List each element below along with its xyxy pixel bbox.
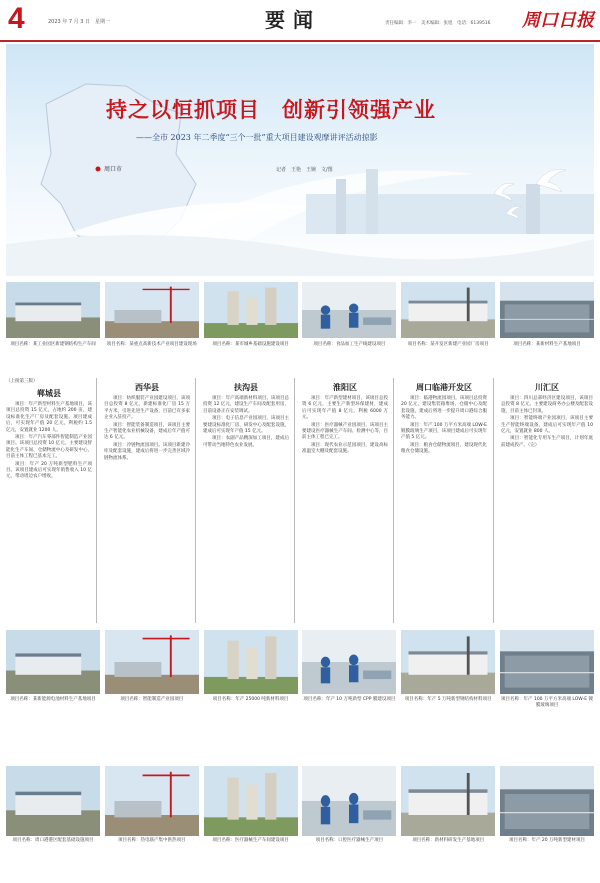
location-marker-icon (96, 167, 101, 172)
project-photo (204, 766, 298, 836)
page-number: 4 (8, 2, 25, 35)
photo-caption: 项目名称：周口港港区配套基础设施项目 (12, 838, 94, 843)
project-photo (401, 282, 495, 338)
article-paragraph: 项目：年产汽车零部件智能制造产业园项目。该项目总投资 10 亿元，主要建设智能化生产车间、仓储物流中心及研发中心，目前主体工程已基本完工。 (6, 435, 92, 460)
district-heading: 郸城县 (37, 388, 61, 398)
hero-subheadline: ——全市 2023 年二季度“三个一批”重大项目建设观摩讲评活动掠影 (136, 133, 378, 142)
photo-caption: 项目名称：新材料研发生产基地项目 (412, 838, 485, 843)
photo-caption: 项目名称：医疗器械生产车间建设项目 (212, 838, 289, 843)
article-paragraph: 项目：年产新型材料生产基地项目，该项目总投资 15 亿元，占地约 200 亩，建设标准化生产厂房及配套设施。项目建成后，可实现年产值 20 亿元，利税约 1.5 亿元，安置就业 1200 人。 (6, 402, 92, 433)
project-photo (302, 766, 396, 836)
byline: 记者 王艳 王婉 文/图 (276, 167, 333, 173)
article-paragraph: 项目：智能化专用车生产项目，计划年底前建成投产。（完） (501, 436, 593, 448)
hero-headline: 持之以恒抓项目 创新引领强产业 (106, 97, 436, 122)
editor-credits: 责任编辑：李一 美术编辑：张旭 电话：6139516 (385, 21, 491, 26)
article-paragraph: 项目：智能装备制造项目，该项目主要生产智能化农业机械设备，建成后年产值可达 6 亿元。 (104, 422, 190, 441)
article-column-5 (401, 378, 487, 623)
article-paragraph: 项目：电子信息产业园项目，该项目主要建设标准化厂房、研发中心及配套设施，建成后可实现年产值 15 亿元。 (203, 416, 289, 435)
article-paragraph: 项目：年产 100 万平方米高端 LOW-E 镀膜玻璃生产项目，该项目建成后可实现年产值 5 亿元。 (401, 422, 487, 441)
project-photo (401, 630, 495, 694)
district-heading: 淮阳区 (333, 382, 357, 392)
project-photo (6, 630, 100, 694)
article-paragraph: 项目：农副产品精深加工项目，建成后可带动当地特色农业发展。 (203, 436, 289, 448)
project-photo (6, 766, 100, 836)
article-column-3 (203, 378, 289, 623)
project-photo (105, 766, 199, 836)
project-photo (302, 630, 396, 694)
article-column-6 (501, 378, 593, 623)
continued-note: （上接第三版） (6, 379, 38, 384)
hero-illustration (6, 44, 594, 276)
article-column-1 (6, 378, 92, 623)
article-paragraph: 项目：临港物流园项目，该项目总投资 20 亿元，建设集装箱堆场、仓储中心及配套设施，建成后将进一步提升周口港综合服务能力。 (401, 396, 487, 421)
project-photo (302, 282, 396, 338)
project-photo (500, 282, 594, 338)
photo-caption: 项目名称：某新能源电池材料生产基地项目 (10, 697, 96, 702)
newspaper-logo: 周口日报 (522, 10, 594, 31)
article-paragraph: 项目：医疗器械产业园项目，该项目主要建设医疗器械生产车间、检测中心等，目前主体工程已完工。 (302, 422, 388, 441)
article-paragraph: 项目：冷链物流园项目。该项目新建冷库及配套设施，建成后将进一步完善区域冷链物流体系。 (104, 442, 190, 461)
photo-caption: 项目名称：热电联产集中供热项目 (118, 838, 186, 843)
photo-caption: 项目名称：年产 100 万平方米高端 LOW-E 镀膜玻璃项目 (501, 697, 593, 708)
project-photo (500, 630, 594, 694)
project-photo (500, 766, 594, 836)
map-city-label: 周口市 (104, 166, 123, 173)
project-photo (105, 282, 199, 338)
article-paragraph: 项目：智能终端产业园项目，该项目主要生产智能终端设备，建成后可实现年产值 10 亿元，安置就业 800 人。 (501, 416, 593, 435)
photo-caption: 项目名称：某工业园区新建钢结构生产车间 (10, 342, 96, 347)
project-photo (105, 630, 199, 694)
article-paragraph: 项目：年产 20 万吨新型肥料生产项目。该项目建成后可实现年销售收入 10 亿元，带动周边农户增收。 (6, 461, 92, 480)
district-heading: 周口临港开发区 (416, 382, 472, 392)
photo-caption: 项目名称：年产 20 万吨新型建材项目 (508, 838, 586, 843)
section-title: 要闻 (265, 8, 321, 32)
photo-caption: 项目名称：口腔医疗器械生产项目 (315, 838, 384, 843)
photo-caption: 项目名称：年产 5 万吨新型钢结构材料项目 (404, 697, 492, 702)
project-photo (401, 766, 495, 836)
photo-caption: 项目名称：食品加工生产线建设项目 (313, 342, 386, 347)
article-paragraph: 项目：年产新型建材项目，该项目总投资 6 亿元，主要生产新型环保建材，建成后可实现年产值 8 亿元，利税 6000 万元。 (302, 396, 388, 421)
article-paragraph: 项目：四川总部经济区建设项目，该项目总投资 8 亿元，主要建设商务办公楼及配套设施，目前主体已封顶。 (501, 396, 593, 414)
article-column-2 (104, 378, 190, 623)
article-paragraph: 项目：纺织服装产业园建设项目，该项目总投资 8 亿元，新建标准化厂房 15 万平方米，引进先进生产设备，目前已有多家企业入驻投产。 (104, 396, 190, 421)
article-column-4 (302, 378, 388, 623)
photo-caption: 项目名称：某市城乡基础设施建设项目 (212, 342, 289, 347)
photo-caption: 项目名称：年产 25000 吨新材料项目 (212, 697, 289, 702)
district-heading: 西华县 (135, 382, 159, 392)
project-photo (204, 282, 298, 338)
masthead (0, 0, 600, 42)
photo-caption: 项目名称：某新材料生产基地项目 (513, 342, 581, 347)
district-heading: 川汇区 (535, 382, 559, 392)
hero-banner (6, 44, 594, 276)
district-heading: 扶沟县 (234, 382, 258, 392)
photo-caption: 项目名称：某开发区新建产业园厂房项目 (407, 342, 489, 347)
project-photo (6, 282, 100, 338)
photo-caption: 项目名称：智能制造产业园项目 (120, 697, 184, 702)
article-paragraph: 项目：年产高端新材料项目，该项目总投资 12 亿元，建设生产车间及配套用房，目前设备正在安装调试。 (203, 396, 289, 414)
photo-caption: 项目名称：某重点高新技术产业项目建设现场 (106, 342, 197, 347)
project-photo (204, 630, 298, 694)
article-paragraph: 项目：现代农业示范园项目，建设高标准温室大棚及配套设施。 (302, 442, 388, 455)
article-paragraph: 项目：粮食仓储物流项目，建设现代化粮食仓储设施。 (401, 442, 487, 455)
issue-date: 2023 年 7 月 3 日 星期一 (48, 19, 111, 25)
photo-caption: 项目名称：年产 10 万吨新型 CPP 膜建设项目 (303, 697, 396, 702)
